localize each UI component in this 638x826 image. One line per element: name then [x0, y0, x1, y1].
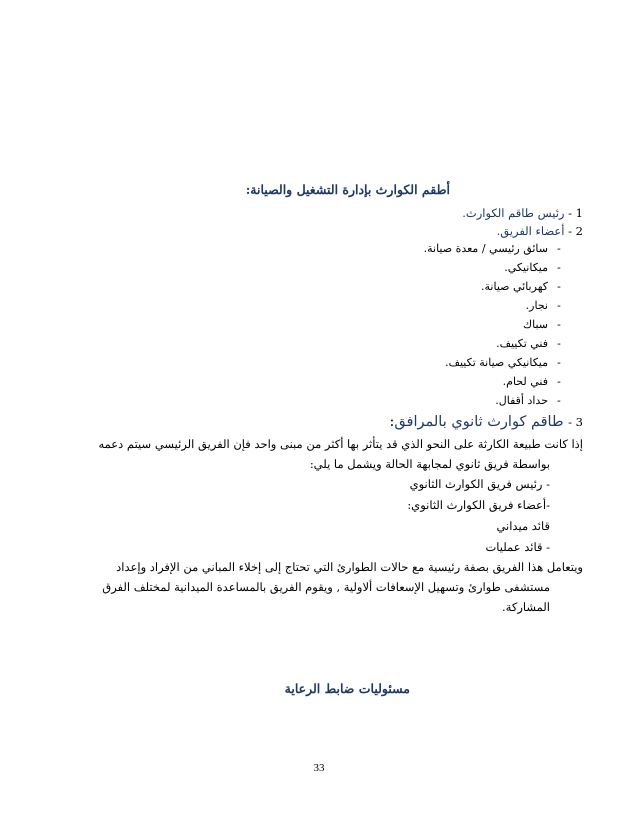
secondary-list-item: قائد ميداني	[496, 519, 550, 533]
team-item-1-label: رئيس طاقم الكوارث.	[462, 206, 565, 220]
bullet-dash: -	[557, 280, 561, 293]
bullet-dash: -	[557, 261, 561, 274]
secondary-list-item: -أعضاء فريق الكوارث الثانوي:	[407, 498, 550, 512]
member-item	[526, 299, 570, 312]
member-item	[504, 261, 570, 274]
team-item-3-title: طاقم كوارث ثانوي بالمرافق	[394, 414, 564, 430]
team-item-2	[497, 224, 583, 238]
bullet-dash: -	[557, 394, 561, 407]
team-item-2-number: 2 -	[568, 224, 583, 238]
member-item	[496, 337, 570, 350]
member-item	[503, 375, 570, 388]
paragraph-1-line-1: إذا كانت طبيعة الكارثة على النحو الذي قد يتأثر بها أكثر من مبنى واحد فإن الفريق الرئيسي سيتم دعمه	[98, 437, 583, 451]
page-number: 33	[313, 762, 325, 774]
bullet-dash: -	[557, 337, 561, 350]
paragraph-2-line-1: ويتعامل هذا الفريق بصفة رئيسية مع حالات الطوارئ التي تحتاج إلى إخلاء المباني من الإفراد وإعداد	[116, 560, 583, 574]
member-label: نجار.	[525, 299, 548, 312]
bullet-dash: -	[557, 375, 561, 388]
bullet-dash: -	[557, 299, 561, 312]
bullet-dash: -	[557, 318, 561, 331]
team-item-2-label: أعضاء الفريق.	[496, 224, 565, 238]
next-section-title: مسئوليات ضابط الرعاية	[284, 681, 410, 696]
team-item-3	[390, 414, 583, 430]
team-item-1-number: 1 -	[568, 206, 583, 220]
member-item	[445, 356, 570, 369]
member-label: فني تكييف.	[496, 337, 548, 350]
paragraph-2-line-3: المشاركة.	[502, 600, 550, 614]
team-item-3-colon: :	[389, 414, 395, 430]
member-label: كهربائي صيانة.	[481, 280, 548, 293]
member-label: ميكانيكي صيانة تكييف.	[445, 356, 548, 369]
paragraph-2-line-2: مستشفى طوارئ وتسهيل الإسعافات ألاولية , ويقوم الفريق بالمساعدة الميدانية لمختلف الفرق	[102, 580, 550, 594]
member-label: سباك	[523, 318, 548, 331]
member-label: حداد أقفال.	[495, 394, 548, 407]
member-item	[424, 242, 570, 255]
member-item	[495, 394, 570, 407]
member-item	[481, 280, 570, 293]
member-label: فني لحام.	[502, 375, 548, 388]
bullet-dash: -	[557, 356, 561, 369]
member-item	[523, 318, 570, 331]
team-item-3-number: 3 -	[568, 415, 583, 429]
team-item-1	[462, 206, 583, 220]
paragraph-1-line-2: بواسطة فريق ثانوي لمجابهة الحالة ويشمل ما يلي:	[309, 457, 550, 471]
member-label: سائق رئيسي / معدة صيانة.	[423, 242, 548, 255]
section-title: أطقم الكوارث بإدارة التشغيل والصيانة:	[245, 182, 450, 197]
secondary-list-item: - قائد عمليات	[485, 540, 550, 554]
bullet-dash: -	[557, 242, 561, 255]
member-label: ميكانيكي.	[504, 261, 548, 274]
secondary-list-item: - رئيس فريق الكوارث الثانوي	[409, 477, 550, 491]
